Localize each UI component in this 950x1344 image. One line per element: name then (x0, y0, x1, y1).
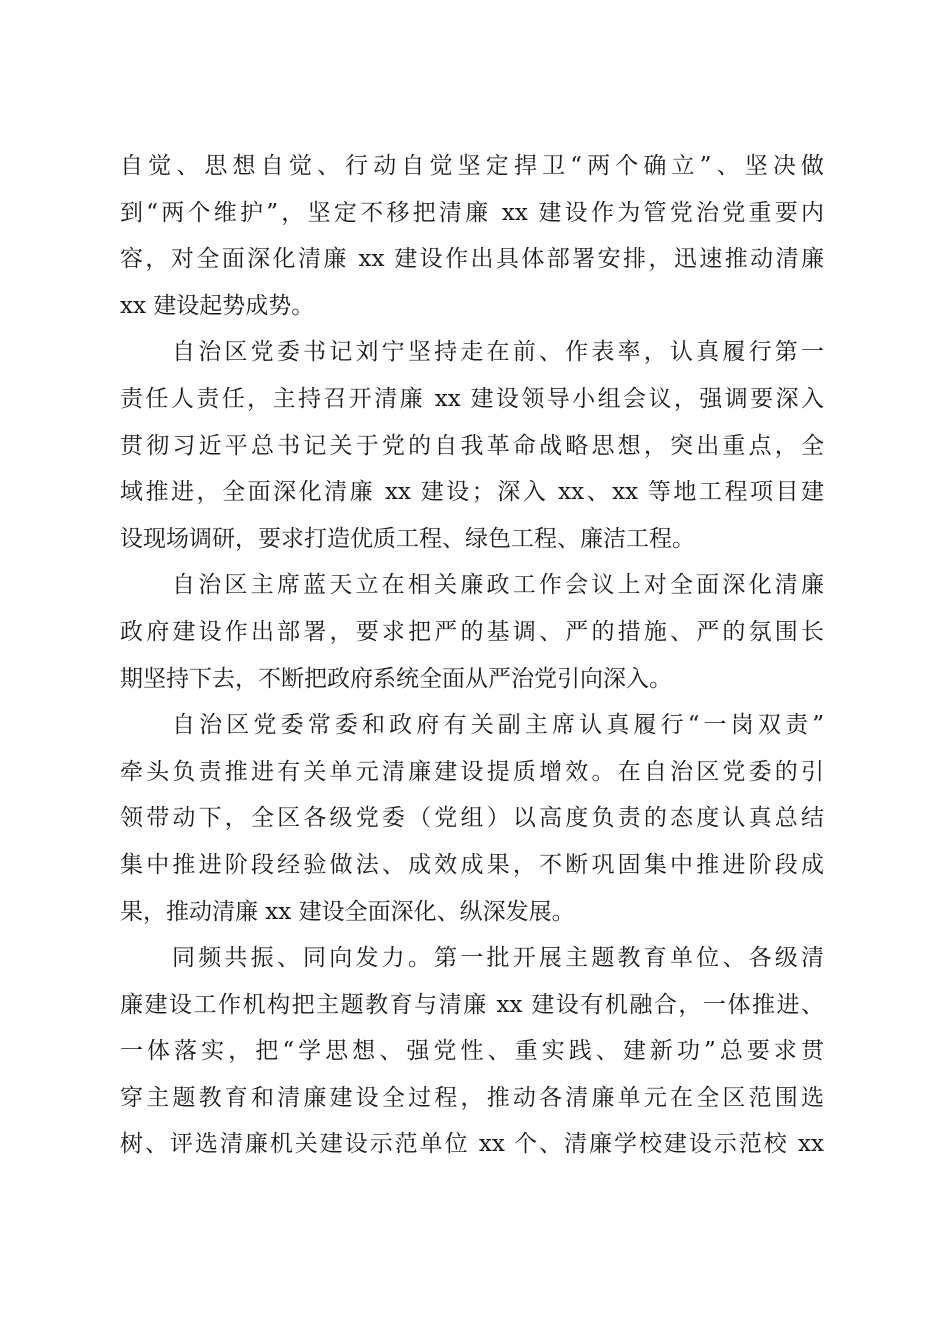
text-line: 同频共振、同向发力。第一批开展主题教育单位、各级清 (172, 945, 824, 972)
text-line: 牵头负责推进有关单元清廉建设提质增效。在自治区党委的引 (120, 758, 824, 785)
text-line: 树、评选清廉机关建设示范单位 xx 个、清廉学校建设示范校 xx (120, 1131, 824, 1158)
text-line: 容，对全面深化清廉 xx 建设作出具体部署安排，迅速推动清廉 (120, 246, 824, 273)
text-line: 集中推进阶段经验做法、成效成果，不断巩固集中推进阶段成 (120, 851, 824, 878)
document-body (120, 143, 824, 1168)
paragraph-1 (120, 143, 824, 329)
paragraph-5 (120, 935, 824, 1168)
text-line: 责任人责任，主持召开清廉 xx 建设领导小组会议，强调要深入 (120, 385, 824, 412)
text-line: 域推进，全面深化清廉 xx 建设；深入 xx、xx 等地工程项目建 (120, 479, 824, 506)
text-line: 一体落实，把“学思想、强党性、重实践、建新功”总要求贯 (120, 1038, 824, 1065)
paragraph-3 (120, 562, 824, 702)
text-line: 自治区党委书记刘宁坚持走在前、作表率，认真履行第一 (172, 339, 824, 366)
text-line: 政府建设作出部署，要求把严的基调、严的措施、严的氛围长 (120, 618, 824, 645)
text-line: 期坚持下去，不断把政府系统全面从严治党引向深入。 (120, 665, 672, 692)
text-line: 果，推动清廉 xx 建设全面深化、纵深发展。 (120, 898, 575, 925)
text-line: 自觉、思想自觉、行动自觉坚定捍卫“两个确立”、坚决做 (120, 153, 824, 179)
text-line: 廉建设工作机构把主题教育与清廉 xx 建设有机融合，一体推进、 (120, 991, 824, 1018)
text-line: xx 建设起势成势。 (120, 292, 315, 319)
text-line: 到“两个维护”，坚定不移把清廉 xx 建设作为管党治党重要内 (120, 199, 824, 226)
paragraph-4 (120, 702, 824, 935)
text-line: 自治区主席蓝天立在相关廉政工作会议上对全面深化清廉 (172, 572, 824, 599)
text-line: 穿主题教育和清廉建设全过程，推动各清廉单元在全区范围选 (120, 1084, 824, 1111)
text-line: 自治区党委常委和政府有关副主席认真履行“一岗双责” (172, 712, 824, 739)
text-line: 设现场调研，要求打造优质工程、绿色工程、廉洁工程。 (120, 525, 695, 552)
paragraph-2 (120, 329, 824, 562)
text-line: 领带动下，全区各级党委（党组）以高度负责的态度认真总结 (120, 805, 824, 832)
text-line: 贯彻习近平总书记关于党的自我革命战略思想，突出重点，全 (120, 432, 824, 459)
